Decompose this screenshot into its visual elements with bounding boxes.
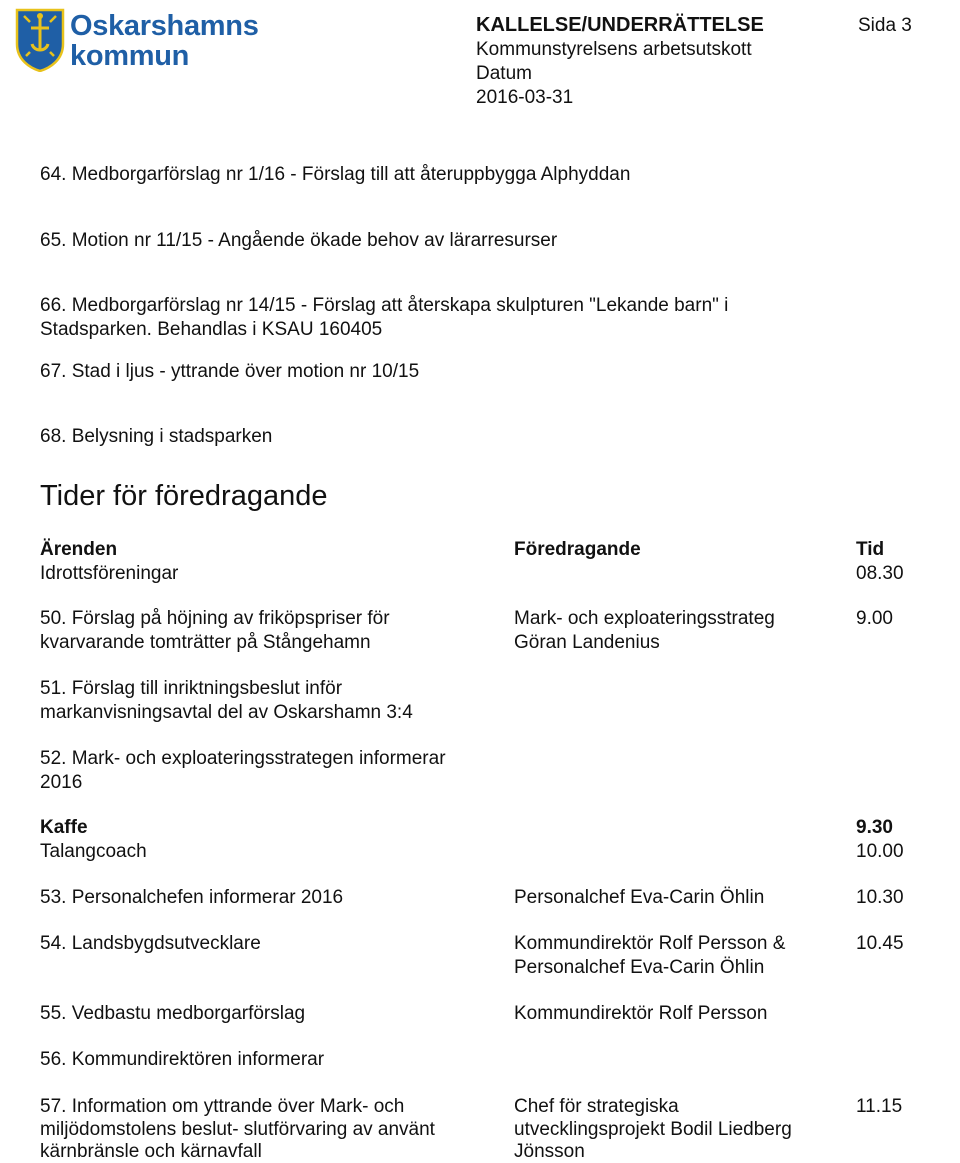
row-idrottsforeningar-time: 08.30	[856, 563, 904, 584]
agenda-item-68: 68. Belysning i stadsparken	[40, 426, 273, 447]
row-57-time: 11.15	[856, 1096, 903, 1117]
agenda-item-65: 65. Motion nr 11/15 - Angående ökade behov av lärarresurser	[40, 230, 558, 251]
document-type-title: KALLELSE/UNDERRÄTTELSE	[476, 14, 764, 36]
column-header-foredragande: Föredragande	[514, 539, 641, 560]
row-57-line-3: kärnbränsle och kärnavfall	[40, 1141, 262, 1162]
row-54-time: 10.45	[856, 933, 904, 954]
section-title: Tider för föredragande	[40, 480, 328, 512]
row-idrottsforeningar: Idrottsföreningar	[40, 563, 179, 584]
row-talangcoach: Talangcoach	[40, 841, 147, 862]
row-56: 56. Kommundirektören informerar	[40, 1049, 325, 1070]
row-54-presenter-line-2: Personalchef Eva-Carin Öhlin	[514, 957, 765, 978]
row-52-line-1: 52. Mark- och exploateringsstrategen informerar	[40, 748, 446, 769]
row-55-presenter: Kommundirektör Rolf Persson	[514, 1003, 768, 1024]
committee-name: Kommunstyrelsens arbetsutskott	[476, 39, 752, 60]
row-53: 53. Personalchefen informerar 2016	[40, 887, 344, 908]
row-54: 54. Landsbygdsutvecklare	[40, 933, 261, 954]
column-header-tid: Tid	[856, 539, 885, 560]
row-50-presenter-line-1: Mark- och exploateringsstrateg	[514, 608, 775, 629]
row-kaffe-time: 9.30	[856, 817, 893, 838]
date-label: Datum	[476, 63, 532, 84]
agenda-item-64: 64. Medborgarförslag nr 1/16 - Förslag till att återuppbygga Alphyddan	[40, 164, 631, 185]
agenda-item-67: 67. Stad i ljus - yttrande över motion nr 10/15	[40, 361, 420, 382]
row-51-line-2: markanvisningsavtal del av Oskarshamn 3:4	[40, 702, 413, 723]
row-57-presenter-line-1: Chef för strategiska	[514, 1096, 679, 1117]
row-50-presenter-line-2: Göran Landenius	[514, 632, 660, 653]
row-52-line-2: 2016	[40, 772, 83, 793]
row-57-presenter-line-3: Jönsson	[514, 1141, 585, 1162]
row-57-line-2: miljödomstolens beslut- slutförvaring av använt	[40, 1119, 435, 1140]
logo-line-2: kommun	[70, 40, 190, 72]
row-53-presenter: Personalchef Eva-Carin Öhlin	[514, 887, 765, 908]
row-51-line-1: 51. Förslag till inriktningsbeslut inför	[40, 678, 343, 699]
row-57-line-1: 57. Information om yttrande över Mark- och	[40, 1096, 405, 1117]
logo-line-1: Oskarshamns	[70, 10, 259, 42]
row-50-line-1: 50. Förslag på höjning av friköpspriser för	[40, 608, 390, 629]
coat-of-arms-icon	[14, 6, 66, 72]
row-50-line-2: kvarvarande tomträtter på Stångehamn	[40, 632, 371, 653]
row-50-time: 9.00	[856, 608, 893, 629]
row-kaffe: Kaffe	[40, 817, 88, 838]
agenda-item-66-line-2: Stadsparken. Behandlas i KSAU 160405	[40, 319, 383, 340]
row-53-time: 10.30	[856, 887, 904, 908]
column-header-arenden: Ärenden	[40, 539, 118, 560]
row-57-presenter-line-2: utvecklingsprojekt Bodil Liedberg	[514, 1119, 792, 1140]
row-talangcoach-time: 10.00	[856, 841, 904, 862]
row-54-presenter-line-1: Kommundirektör Rolf Persson &	[514, 933, 786, 954]
municipality-logo	[14, 6, 274, 78]
row-55: 55. Vedbastu medborgarförslag	[40, 1003, 306, 1024]
agenda-item-66-line-1: 66. Medborgarförslag nr 14/15 - Förslag att återskapa skulpturen "Lekande barn" i	[40, 295, 729, 316]
page-number: Sida 3	[858, 15, 912, 36]
document-date: 2016-03-31	[476, 87, 574, 108]
